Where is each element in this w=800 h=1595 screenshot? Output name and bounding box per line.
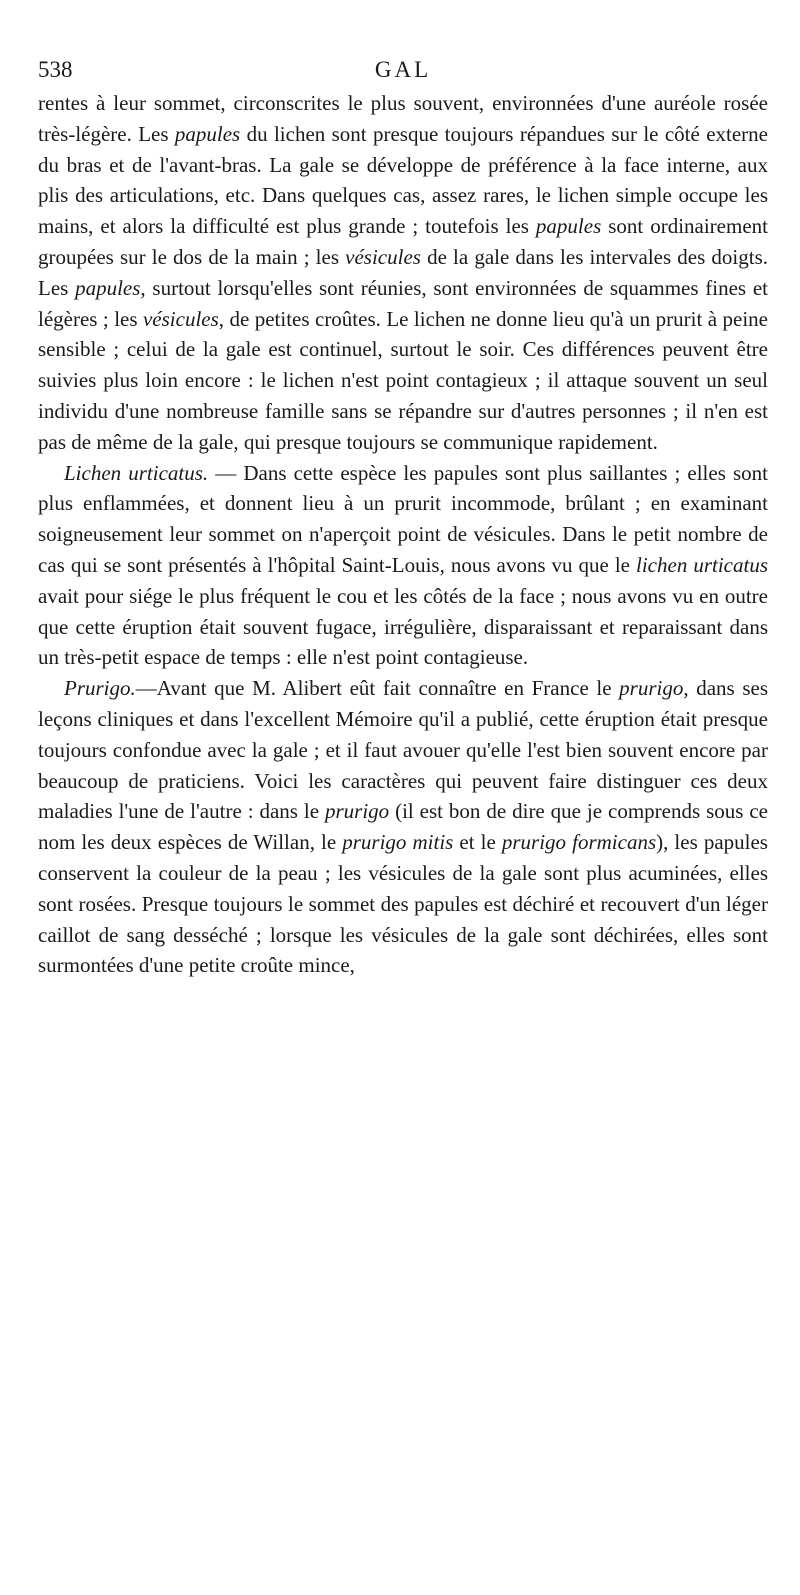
text-run: ), les papules conservent la couleur de la peau ; les vésicules de la gale sont plus acuminées, elles sont rosées. Presque toujours le sommet des papules est déchiré et recouvert d'un léger caillot de sang desséché ; lorsque les vésicules de la gale sont déchirées, elles sont surmontées d'une petite croûte mince, bbox=[38, 830, 768, 978]
text-run: , dans ses leçons cliniques et dans l'excellent Mémoire qu'il a publié, cette éruption était presque toujours confondue avec la gale ; et il faut avouer qu'elle l'est bien souvent encore par beaucoup de praticiens. Voici les caractères qui peuvent faire distinguer ces deux maladies l'une de l'autre : dans le bbox=[38, 676, 768, 824]
text-run: , surtout lorsqu'elles sont réunies, sont environnées de squammes fines et légères ; les bbox=[38, 275, 769, 331]
italic-term: prurigo formicans bbox=[501, 830, 657, 855]
italic-term: Lichen urticatus. bbox=[64, 460, 209, 485]
italic-term: prurigo bbox=[619, 676, 684, 701]
italic-term: papules bbox=[535, 214, 602, 239]
text-run: (il est bon de dire que je comprends sous ce nom les deux espèces de Willan, le bbox=[38, 799, 768, 855]
paragraph-lichen-urticatus bbox=[38, 458, 768, 674]
italic-term: lichen urticatus bbox=[636, 552, 769, 577]
running-head: GAL bbox=[374, 57, 432, 82]
text-run: sont ordinairement groupées sur le dos de la main ; les bbox=[38, 214, 768, 269]
page-number: 538 bbox=[38, 57, 73, 82]
text-run: rentes à leur sommet, circonscrites le plus souvent, environnées d'une auréole rosée très-légère. Les bbox=[38, 91, 768, 146]
paragraph-continuation bbox=[38, 88, 768, 458]
italic-term: papules bbox=[174, 121, 241, 146]
italic-term: vésicules bbox=[345, 244, 421, 269]
text-run: , de petites croûtes. Le lichen ne donne lieu qu'à un prurit à peine sensible ; celui de la gale est continuel, surtout le soir. Ces différences peuvent être suivies plus loin encore : le lichen n'est point contagieux ; il attaque souvent un seul individu d'une nombreuse famille sans se répandre sur d'autres personnes ; il n'en est pas de même de la gale, qui presque toujours se communique rapidement. bbox=[38, 306, 768, 454]
italic-term: Prurigo. bbox=[64, 676, 136, 701]
text-run: de la gale dans les intervales des doigts. Les bbox=[38, 244, 768, 300]
page-header bbox=[38, 52, 768, 88]
italic-term: prurigo mitis bbox=[342, 830, 454, 855]
italic-term: papules bbox=[75, 275, 141, 300]
text-run: du lichen sont presque toujours répandues sur le côté externe du bras et de l'avant-bras. La gale se développe de préférence à la face interne, aux plis des articulations, etc. Dans quelques cas, assez rares, le lichen simple occupe les mains, et alors la difficulté est plus grande ; toutefois les bbox=[38, 121, 768, 239]
body-text bbox=[38, 88, 768, 981]
book-page bbox=[38, 52, 768, 981]
text-run: avait pour siége le plus fréquent le cou et les côtés de la face ; nous avons vu en outre que cette éruption était souvent fugace, irrégulière, disparaissant et reparaissant dans un très-petit espace de temps : elle n'est point contagieuse. bbox=[38, 583, 768, 670]
text-run: —Avant que M. Alibert eût fait connaître en France le bbox=[135, 676, 620, 701]
paragraph-prurigo bbox=[38, 673, 768, 981]
text-run: — Dans cette espèce les papules sont plus saillantes ; elles sont plus enflammées, et donnent lieu à un prurit incommode, brûlant ; en examinant soigneusement leur sommet on n'aperçoit point de vésicules. Dans le petit nombre de cas qui se sont présentés à l'hôpital Saint-Louis, nous avons vu que le bbox=[38, 460, 768, 577]
italic-term: prurigo bbox=[324, 799, 390, 824]
text-run: et le bbox=[453, 830, 502, 855]
italic-term: vésicules bbox=[142, 306, 219, 331]
